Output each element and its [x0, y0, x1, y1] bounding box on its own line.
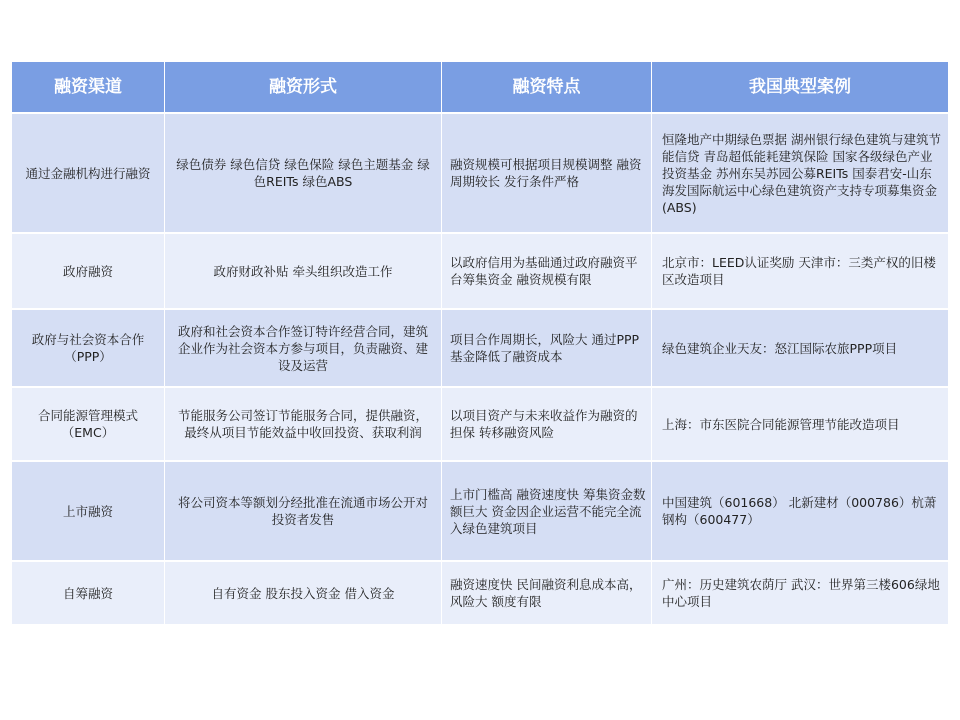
row-6-cases — [651, 562, 948, 624]
cell-text: 以政府信用为基础通过政府融资平台筹集资金 融资规模有限 — [450, 255, 638, 287]
header-features: 融资特点 — [441, 62, 651, 112]
row-2-features — [441, 234, 651, 308]
row-2-channel — [12, 234, 164, 308]
cell-text: 融资规模可根据项目规模调整 融资周期较长 发行条件严格 — [450, 157, 642, 189]
cell-text: 政府融资 — [62, 263, 113, 279]
row-3-cases — [651, 310, 948, 386]
cell-text: 上海：市东医院合同能源管理节能改造项目 — [662, 416, 900, 432]
header-form: 融资形式 — [164, 62, 441, 112]
cell-text: 将公司资本等额划分经批准在流通市场公开对投资者发售 — [177, 495, 428, 527]
row-3-features — [441, 310, 651, 386]
cell-text: 合同能源管理模式（EMC） — [37, 408, 138, 440]
cell-text: 政府和社会资本合作签订特许经营合同，建筑企业作为社会资本方参与项目，负责融资、建设及运营 — [177, 323, 428, 373]
header-channel: 融资渠道 — [12, 62, 164, 112]
cell-text: 绿色建筑企业天友：怒江国际农旅PPP项目 — [662, 340, 898, 356]
cell-text: 北京市：LEED认证奖励 天津市：三类产权的旧楼区改造项目 — [662, 255, 936, 287]
cell-text: 项目合作周期长，风险大 通过PPP基金降低了融资成本 — [450, 332, 640, 364]
row-5-features — [441, 462, 651, 560]
financing-table — [12, 62, 948, 624]
row-3-channel — [12, 310, 164, 386]
cell-text: 政府与社会资本合作（PPP） — [31, 332, 145, 364]
row-2-form — [164, 234, 441, 308]
row-5-form — [164, 462, 441, 560]
row-4-channel — [12, 388, 164, 460]
row-6-form — [164, 562, 441, 624]
row-1-form — [164, 114, 441, 232]
cell-text: 上市融资 — [62, 503, 113, 519]
row-4-form — [164, 388, 441, 460]
cell-text: 上市门槛高 融资速度快 筹集资金数额巨大 资金因企业运营不能完全流入绿色建筑项目 — [450, 486, 646, 536]
row-3-form — [164, 310, 441, 386]
row-2-cases — [651, 234, 948, 308]
cell-text: 绿色债券 绿色信贷 绿色保险 绿色主题基金 绿色REITs 绿色ABS — [176, 157, 430, 189]
cell-text: 广州：历史建筑农荫厅 武汉：世界第三楼606绿地中心项目 — [662, 577, 940, 609]
row-1-features — [441, 114, 651, 232]
cell-text: 节能服务公司签订节能服务合同，提供融资，最终从项目节能效益中收回投资、获取利润 — [177, 408, 428, 440]
row-6-features — [441, 562, 651, 624]
row-1-cases — [651, 114, 948, 232]
row-5-channel — [12, 462, 164, 560]
row-4-features — [441, 388, 651, 460]
cell-text: 自筹融资 — [62, 585, 113, 601]
cell-text: 恒隆地产中期绿色票据 湖州银行绿色建筑与建筑节能信贷 青岛超低能耗建筑保险 国家各级绿色产业投资基金 苏州东吴苏园公募REITs 国泰君安-山东海发国际航运中心绿色建筑资产支持专项募集资金(ABS) — [662, 131, 941, 215]
cell-text: 自有资金 股东投入资金 借入资金 — [211, 585, 395, 601]
row-4-cases — [651, 388, 948, 460]
cell-text: 通过金融机构进行融资 — [25, 165, 151, 181]
cell-text: 融资速度快 民间融资利息成本高，风险大 额度有限 — [450, 577, 642, 609]
row-1-channel — [12, 114, 164, 232]
cell-text: 中国建筑（601668） 北新建材（000786）杭萧钢构（600477） — [662, 495, 937, 527]
cell-text: 以项目资产与未来收益作为融资的担保 转移融资风险 — [450, 408, 638, 440]
cell-text: 政府财政补贴 牵头组织改造工作 — [213, 263, 393, 279]
row-5-cases — [651, 462, 948, 560]
header-cases: 我国典型案例 — [651, 62, 948, 112]
row-6-channel — [12, 562, 164, 624]
